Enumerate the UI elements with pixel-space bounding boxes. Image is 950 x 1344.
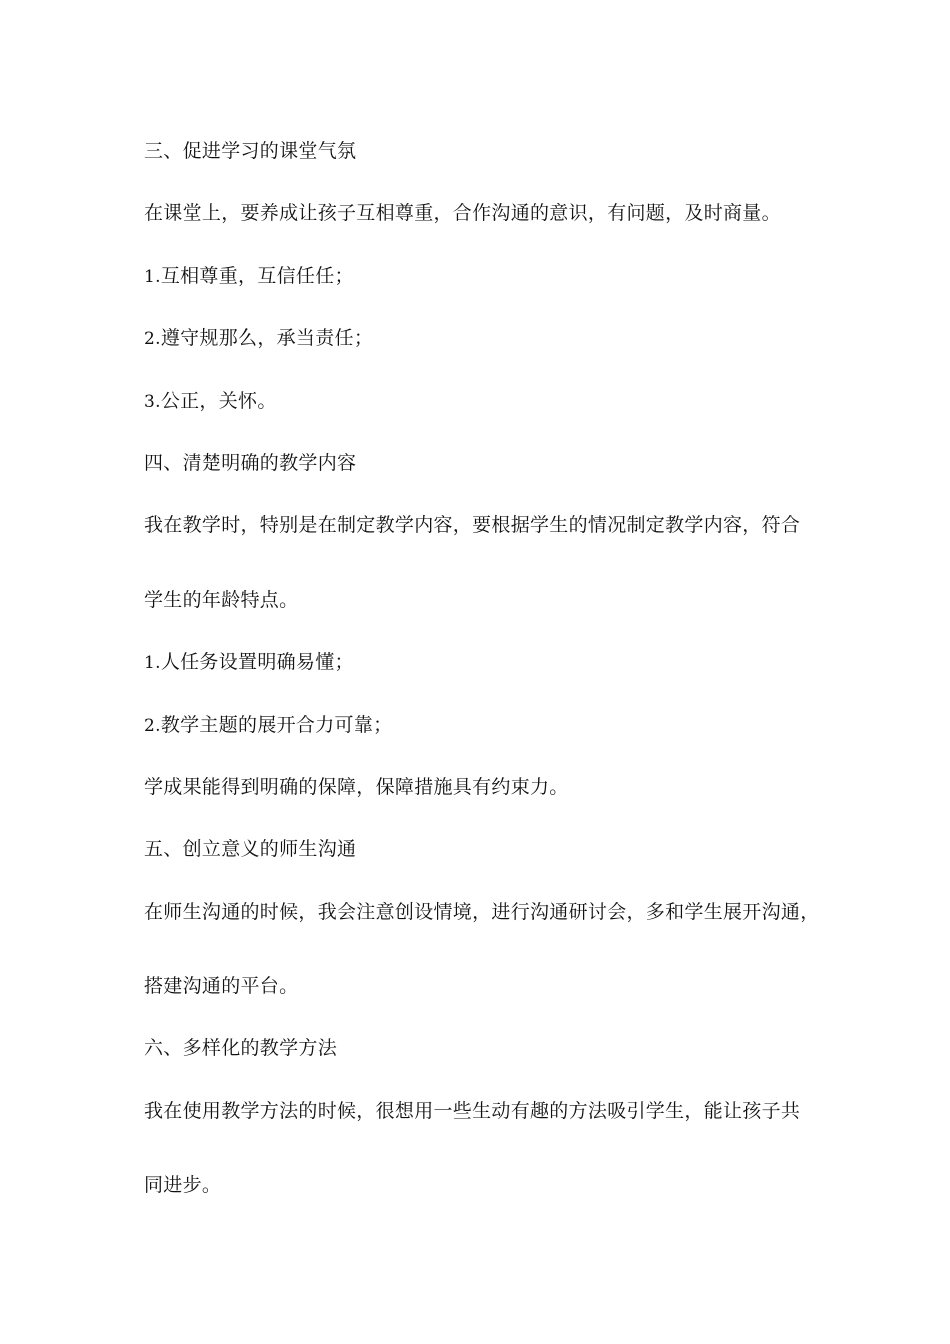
heading-section-6 (144, 1036, 337, 1060)
paragraph-text: 学生的年龄特点。 (144, 589, 299, 611)
paragraph-text: 学成果能得到明确的保障，保障措施具有约束力。 (144, 776, 569, 798)
list-item (144, 326, 373, 351)
paragraph-text: 搭建沟通的平台。 (144, 975, 299, 997)
heading-text: 六、多样化的教学方法 (144, 1037, 338, 1059)
list-item-text: 人任务设置明确易懂； (160, 651, 354, 673)
list-number: 2. (144, 716, 161, 736)
heading-section-4 (144, 451, 356, 475)
list-item (144, 389, 277, 414)
paragraph (144, 900, 820, 924)
paragraph (144, 513, 800, 537)
heading-text: 五、创立意义的师生沟通 (144, 838, 357, 860)
list-item (144, 650, 354, 675)
heading-section-5 (144, 837, 356, 861)
paragraph-continuation (144, 588, 298, 612)
paragraph (144, 1099, 800, 1123)
list-item (144, 264, 354, 289)
list-item-text: 教学主题的展开合力可靠； (160, 714, 393, 736)
list-number: 3. (144, 392, 161, 412)
paragraph-text: 我在教学时，特别是在制定教学内容，要根据学生的情况制定教学内容，符合 (144, 514, 801, 536)
paragraph-text: 同进步。 (144, 1174, 222, 1196)
list-item-text: 互相尊重，互信任任； (160, 265, 354, 287)
list-number: 1. (144, 267, 161, 287)
list-number: 2. (144, 329, 161, 349)
list-item (144, 713, 392, 738)
paragraph-text: 我在使用教学方法的时候，很想用一些生动有趣的方法吸引学生，能让孩子共 (144, 1100, 801, 1122)
paragraph-continuation (144, 974, 298, 998)
paragraph (144, 201, 781, 225)
heading-text: 四、清楚明确的教学内容 (144, 452, 357, 474)
paragraph-text: 在师生沟通的时候，我会注意创设情境，进行沟通研讨会，多和学生展开沟通， (144, 901, 820, 923)
list-number: 1. (144, 653, 161, 673)
paragraph (144, 775, 569, 799)
paragraph-text: 在课堂上，要养成让孩子互相尊重，合作沟通的意识，有问题，及时商量。 (144, 202, 781, 224)
list-item-text: 遵守规那么，承当责任； (160, 327, 374, 349)
heading-text: 三、促进学习的课堂气氛 (144, 140, 357, 162)
list-item-text: 公正，关怀。 (160, 390, 277, 412)
paragraph-continuation (144, 1173, 221, 1197)
heading-section-3 (144, 139, 356, 163)
